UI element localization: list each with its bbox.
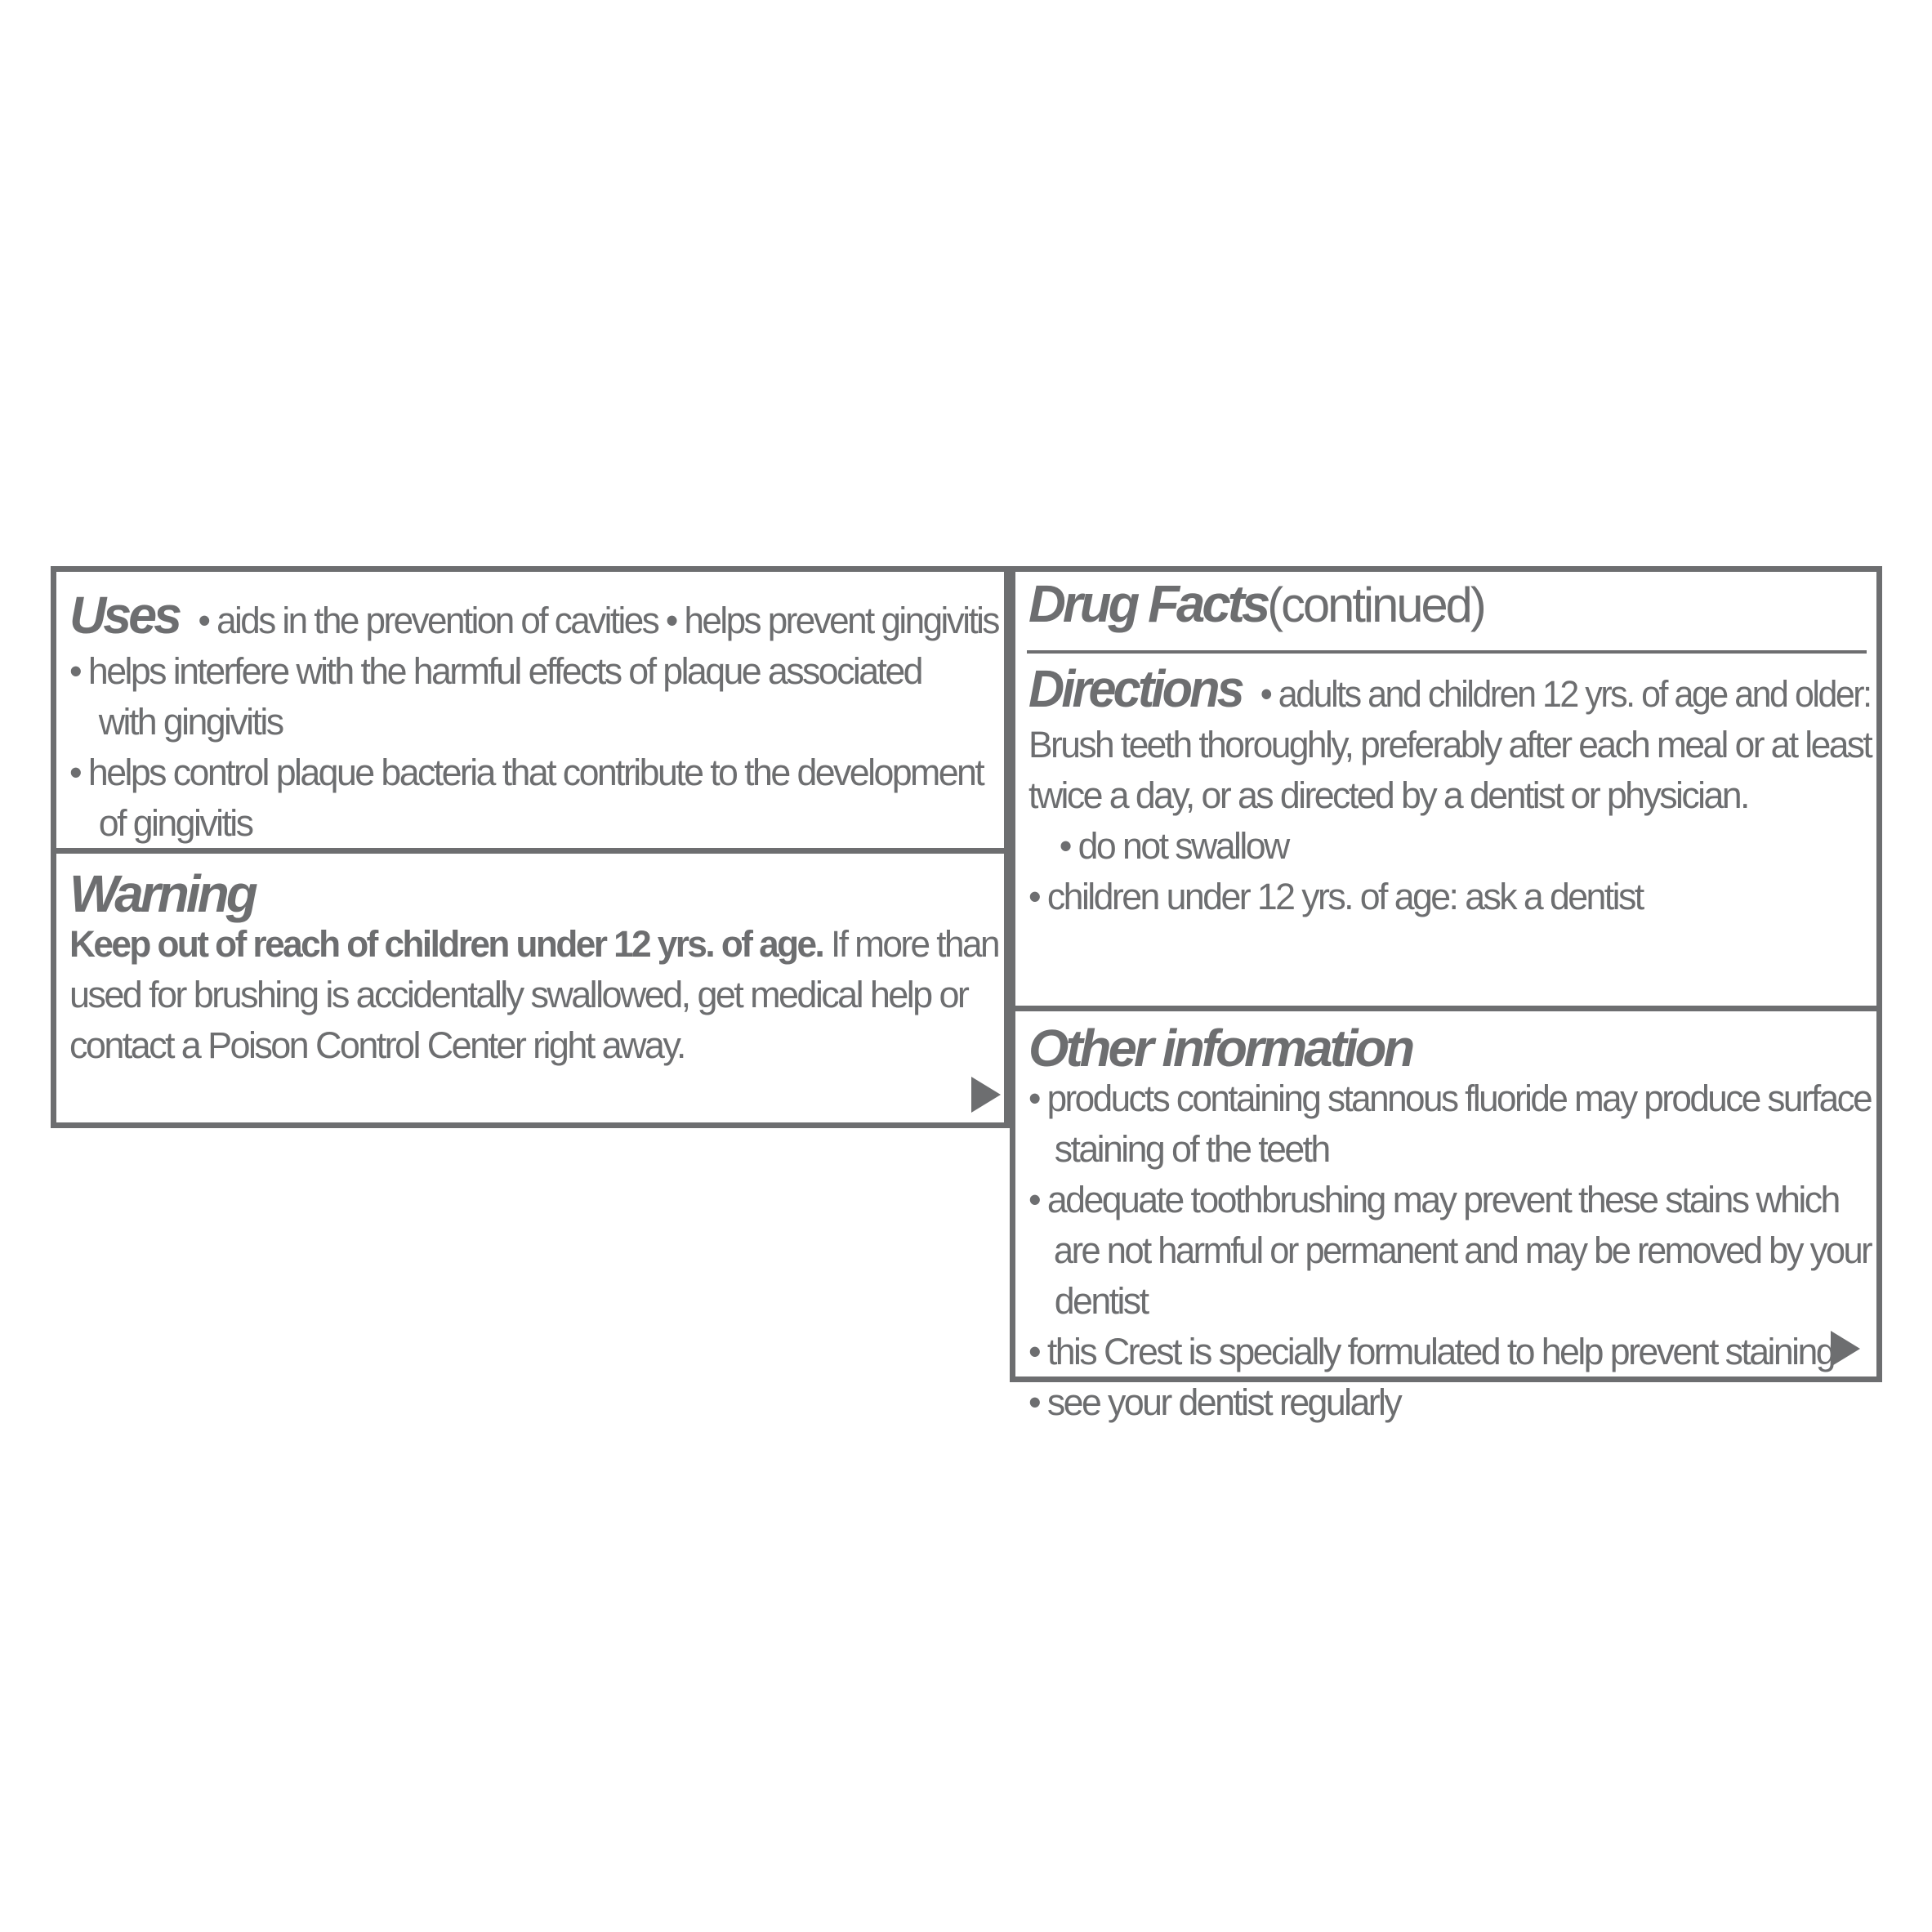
uses-line-2: • helps interfere with the harmful effects of plaque associated	[69, 650, 921, 692]
uses-line-3: with gingivitis	[98, 701, 283, 743]
directions-line-4: • do not swallow	[1059, 825, 1288, 867]
uses-line-1	[69, 586, 998, 646]
other-line-4: are not harmful or permanent and may be removed by your	[1053, 1229, 1872, 1271]
other-line-6: • this Crest is specially formulated to help prevent staining	[1028, 1331, 1835, 1372]
other-line-1: • products containing stannous fluoride may produce surface	[1028, 1078, 1872, 1119]
other-line-7: • see your dentist regularly	[1028, 1381, 1401, 1423]
warning-line-3: contact a Poison Control Center right away.	[69, 1024, 685, 1066]
other-information-heading: Other information	[1028, 1019, 1412, 1078]
play-triangle-icon	[971, 1077, 1001, 1113]
warning-bold-text: Keep out of reach of children under 12 yrs. of age.	[69, 923, 823, 965]
uses-line-5: of gingivitis	[98, 802, 252, 844]
drug-facts-header	[1015, 572, 1876, 654]
uses-section	[56, 572, 1004, 854]
warning-text-1: If more than	[823, 923, 998, 965]
directions-line-2: Brush teeth thoroughly, preferably after each meal or at least	[1028, 724, 1872, 765]
directions-line-3: twice a day, or as directed by a dentist or physician.	[1028, 774, 1748, 816]
drug-facts-title-line	[1028, 574, 1871, 635]
warning-line-2: used for brushing is accidentally swallowed, get medical help or	[69, 974, 968, 1015]
other-line-3: • adequate toothbrushing may prevent these stains which	[1028, 1179, 1839, 1220]
drug-facts-right-panel	[1010, 566, 1882, 1423]
uses-text-1: • aids in the prevention of cavities • helps prevent gingivitis	[198, 600, 998, 641]
directions-heading: Directions	[1028, 659, 1242, 718]
warning-section	[56, 854, 1004, 1122]
drug-facts-continued: (continued)	[1267, 578, 1484, 632]
header-divider	[1027, 650, 1867, 654]
warning-heading: Warning	[69, 864, 255, 923]
drug-facts-left-panel	[51, 566, 1010, 1128]
directions-line-1	[1028, 659, 1871, 720]
drug-facts-title: Drug Facts	[1028, 574, 1268, 633]
other-line-2: staining of the teeth	[1054, 1128, 1329, 1170]
uses-line-4: • helps control plaque bacteria that contribute to the development	[69, 752, 984, 793]
directions-text-1: • adults and children 12 yrs. of age and older:	[1260, 673, 1871, 715]
uses-heading: Uses	[69, 586, 180, 645]
other-information-section	[1015, 1011, 1876, 1423]
warning-line-1	[69, 919, 998, 970]
other-line-5: dentist	[1054, 1280, 1148, 1322]
play-triangle-icon	[1831, 1331, 1860, 1367]
directions-line-5: • children under 12 yrs. of age: ask a dentist	[1028, 876, 1643, 917]
directions-section	[1015, 655, 1876, 1011]
